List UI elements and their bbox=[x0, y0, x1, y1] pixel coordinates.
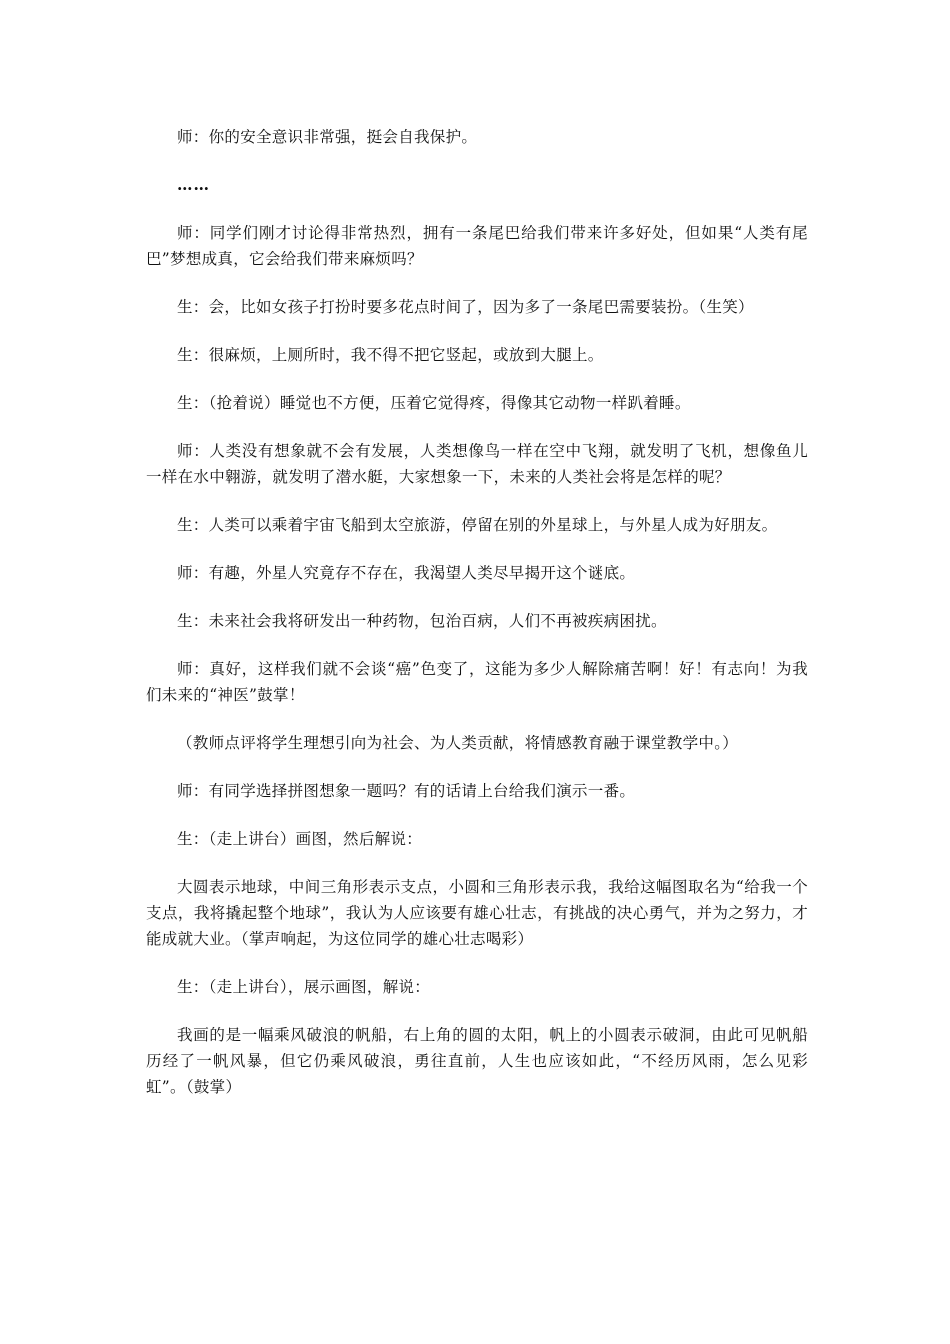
dialogue-paragraph: 师：同学们刚才讨论得非常热烈，拥有一条尾巴给我们带来许多好处，但如果“人类有尾巴”梦想成真，它会给我们带来麻烦吗？ bbox=[146, 224, 808, 268]
dialogue-paragraph: 师：有同学选择拼图想象一题吗？有的话请上台给我们演示一番。 bbox=[177, 782, 636, 800]
explanation-paragraph: 大圆表示地球，中间三角形表示支点，小圆和三角形表示我，我给这幅图取名为“给我一个支点，我将撬起整个地球”，我认为人应该要有雄心壮志，有挑战的决心勇气，并为之努力，才能成就大业。（掌声响起，为这位同学的雄心壮志喝彩） bbox=[146, 878, 808, 948]
explanation-paragraph: 我画的是一幅乘风破浪的帆船，右上角的圆的太阳，帆上的小圆表示破洞，由此可见帆船历经了一帆风暴，但它仍乘风破浪，勇往直前，人生也应该如此，“不经历风雨，怎么见彩虹”。（鼓掌） bbox=[146, 1026, 808, 1096]
dialogue-paragraph: 生：（走上讲台）画图，然后解说： bbox=[177, 830, 423, 848]
ellipsis-paragraph: …… bbox=[177, 175, 210, 194]
dialogue-paragraph: 师：人类没有想象就不会有发展，人类想像鸟一样在空中飞翔，就发明了飞机，想像鱼儿一样在水中翱游，就发明了潜水艇，大家想象一下，未来的人类社会将是怎样的呢？ bbox=[146, 442, 808, 486]
dialogue-paragraph: 生：未来社会我将研发出一种药物，包治百病，人们不再被疾病困扰。 bbox=[177, 612, 667, 630]
dialogue-paragraph: 生：会，比如女孩子打扮时要多花点时间了，因为多了一条尾巴需要装扮。（生笑） bbox=[177, 298, 754, 316]
dialogue-paragraph: 师：你的安全意识非常强，挺会自我保护。 bbox=[177, 128, 478, 146]
dialogue-paragraph: 生：（抢着说）睡觉也不方便，压着它觉得疼，得像其它动物一样趴着睡。 bbox=[177, 394, 691, 412]
teacher-note-paragraph: （教师点评将学生理想引向为社会、为人类贡献，将情感教育融于课堂教学中。） bbox=[177, 734, 739, 752]
dialogue-paragraph: 师：有趣，外星人究竟存不存在，我渴望人类尽早揭开这个谜底。 bbox=[177, 564, 636, 582]
document-body bbox=[146, 124, 808, 1122]
dialogue-paragraph: 生：（走上讲台），展示画图，解说： bbox=[177, 978, 431, 996]
dialogue-paragraph: 师：真好，这样我们就不会谈“癌”色变了，这能为多少人解除痛苦啊！好！有志向！为我们未来的“神医”鼓掌！ bbox=[146, 660, 808, 704]
dialogue-paragraph: 生：很麻烦，上厕所时，我不得不把它竖起，或放到大腿上。 bbox=[177, 346, 604, 364]
dialogue-paragraph: 生：人类可以乘着宇宙飞船到太空旅游，停留在别的外星球上，与外星人成为好朋友。 bbox=[177, 516, 778, 534]
